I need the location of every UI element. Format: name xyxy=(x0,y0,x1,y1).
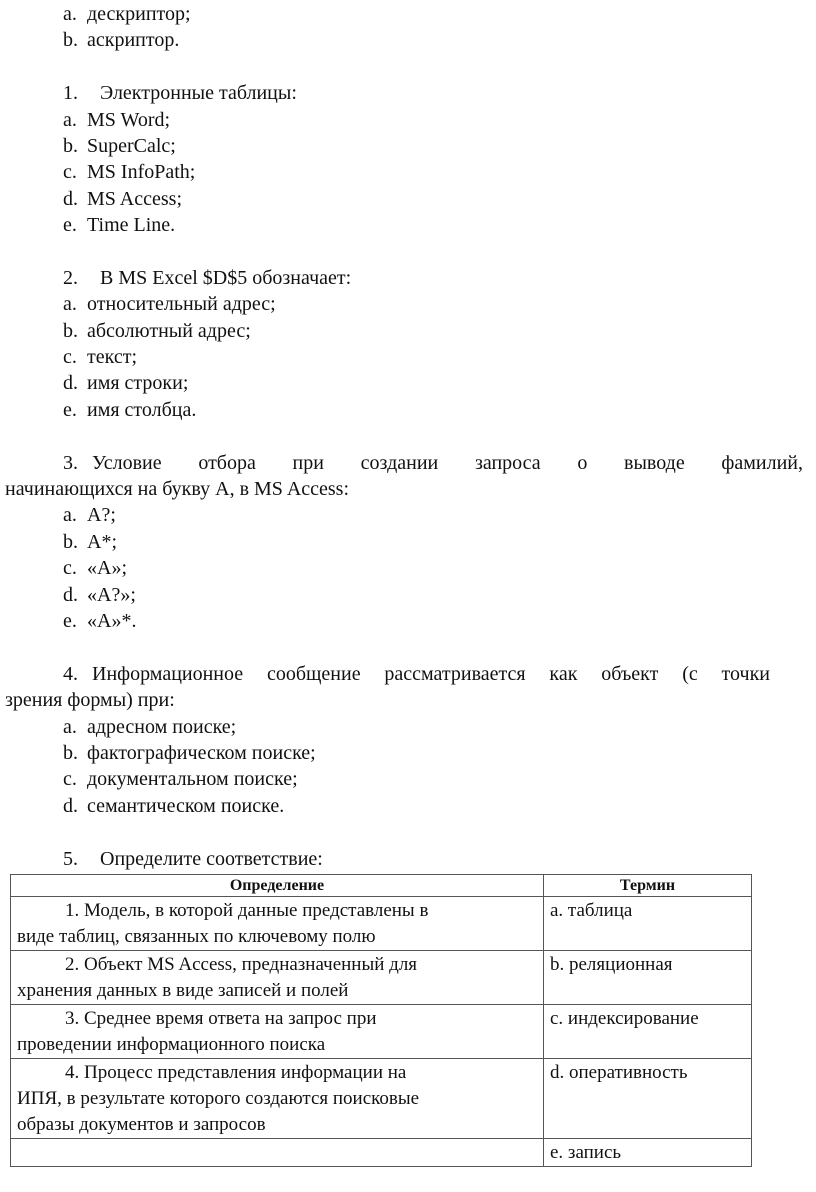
question-text: начинающихся на букву А, в MS Access: xyxy=(5,478,350,501)
definition-cell xyxy=(11,897,544,951)
option-label: e. xyxy=(63,610,77,632)
question-text: В MS Excel $D$5 обозначает: xyxy=(100,266,352,289)
option-label: b. xyxy=(63,319,78,342)
option xyxy=(0,133,816,159)
option xyxy=(0,1,816,27)
option xyxy=(0,397,816,423)
table-row xyxy=(11,897,752,951)
definition-text: ИПЯ, в результате которого создаются поисковые xyxy=(17,1088,420,1109)
definition-text: 3. Среднее время ответа на запрос при xyxy=(65,1008,377,1029)
option-text: имя столбца. xyxy=(87,398,197,421)
question-number: 4. xyxy=(63,662,78,685)
header-definition: Определение xyxy=(11,875,544,897)
definition-text: 1. Модель, в которой данные представлены в xyxy=(65,900,429,921)
option-text: «А»*. xyxy=(87,610,137,632)
option-label: a. xyxy=(63,3,77,25)
question-text: зрения формы) при: xyxy=(5,689,175,712)
table-row xyxy=(11,951,752,1005)
matching-table xyxy=(10,874,752,1167)
definition-cell-empty xyxy=(11,1139,544,1167)
option-text: дескриптор; xyxy=(87,3,191,25)
question-3 xyxy=(5,450,803,503)
option xyxy=(0,318,816,344)
option-text: документальном поиске; xyxy=(87,768,298,791)
option-text: MS Word; xyxy=(87,108,171,131)
option-text: фактографическом поиске; xyxy=(87,741,316,764)
question-number: 5. xyxy=(63,847,78,870)
definition-text: 2. Объект MS Access, предназначенный для xyxy=(65,954,418,975)
term-cell: c. индексирование xyxy=(544,1005,752,1059)
option-text: аскриптор. xyxy=(87,29,180,52)
question-number: 3. xyxy=(63,451,78,474)
definition-cell xyxy=(11,1005,544,1059)
option xyxy=(0,529,816,555)
question-2 xyxy=(0,265,816,291)
definition-text: хранения данных в виде записей и полей xyxy=(17,980,349,1001)
question-text: Информационное сообщение рассматривается как объект (с точки xyxy=(92,662,770,685)
option-text: семантическом поиске. xyxy=(87,794,285,817)
option-text: «А?»; xyxy=(87,583,136,606)
option-text: имя строки; xyxy=(87,372,189,395)
header-term: Термин xyxy=(544,875,752,897)
definition-text: виде таблиц, связанных по ключевому полю xyxy=(17,926,376,947)
option-label: c. xyxy=(63,768,77,791)
option-text: MS InfoPath; xyxy=(87,161,196,184)
term-cell: d. оперативность xyxy=(544,1059,752,1139)
option-label: a. xyxy=(63,108,77,131)
option xyxy=(0,212,816,238)
term-cell: a. таблица xyxy=(544,897,752,951)
option-label: e. xyxy=(63,214,77,237)
option-text: «А»; xyxy=(87,557,127,580)
option-label: a. xyxy=(63,715,77,738)
definition-text: проведении информационного поиска xyxy=(17,1034,326,1055)
option-label: d. xyxy=(63,583,78,606)
option-label: c. xyxy=(63,346,77,369)
option xyxy=(0,555,816,581)
option xyxy=(0,740,816,766)
option-text: А*; xyxy=(87,530,117,553)
option xyxy=(0,766,816,792)
option-text: Time Line. xyxy=(87,214,176,237)
option-text: текст; xyxy=(87,346,138,369)
term-cell: e. запись xyxy=(544,1139,752,1167)
table-row xyxy=(11,1139,752,1167)
option-label: d. xyxy=(63,187,78,210)
option-text: абсолютный адрес; xyxy=(87,319,251,342)
option-text: А?; xyxy=(87,504,116,527)
document xyxy=(0,1,816,872)
option xyxy=(0,27,816,53)
option xyxy=(0,107,816,133)
question-text: Условие отбора при создании запроса о выводе фамилий, xyxy=(92,451,803,474)
option xyxy=(0,186,816,212)
option-label: a. xyxy=(63,504,77,527)
option-label: c. xyxy=(63,161,77,184)
table-header-row xyxy=(11,875,752,897)
option-label: b. xyxy=(63,741,78,764)
option-label: b. xyxy=(63,29,78,52)
option xyxy=(0,344,816,370)
definition-cell xyxy=(11,1059,544,1139)
question-number: 2. xyxy=(63,266,78,289)
option xyxy=(0,370,816,396)
option-label: b. xyxy=(63,530,78,553)
option xyxy=(0,793,816,819)
option xyxy=(0,291,816,317)
question-number: 1. xyxy=(63,82,78,105)
option-label: e. xyxy=(63,398,77,421)
definition-text: 4. Процесс представления информации на xyxy=(65,1062,407,1083)
option xyxy=(0,714,816,740)
option xyxy=(0,582,816,608)
question-5 xyxy=(0,846,816,872)
option-label: d. xyxy=(63,794,78,817)
question-text: Электронные таблицы: xyxy=(100,82,297,105)
question-4 xyxy=(5,661,770,714)
table-row xyxy=(11,1059,752,1139)
option xyxy=(0,159,816,185)
definition-cell xyxy=(11,951,544,1005)
definition-text: образы документов и запросов xyxy=(17,1114,266,1135)
option-label: b. xyxy=(63,134,78,157)
question-text: Определите соответствие: xyxy=(100,847,323,870)
option xyxy=(0,608,816,634)
question-1 xyxy=(0,80,816,106)
term-cell: b. реляционная xyxy=(544,951,752,1005)
option-label: c. xyxy=(63,557,77,580)
option-text: SuperCalc; xyxy=(87,134,176,157)
table-row xyxy=(11,1005,752,1059)
option-label: a. xyxy=(63,293,77,316)
option-text: MS Access; xyxy=(87,187,182,210)
option-label: d. xyxy=(63,372,78,395)
option-text: адресном поиске; xyxy=(87,715,237,738)
option xyxy=(0,502,816,528)
option-text: относительный адрес; xyxy=(87,293,276,316)
